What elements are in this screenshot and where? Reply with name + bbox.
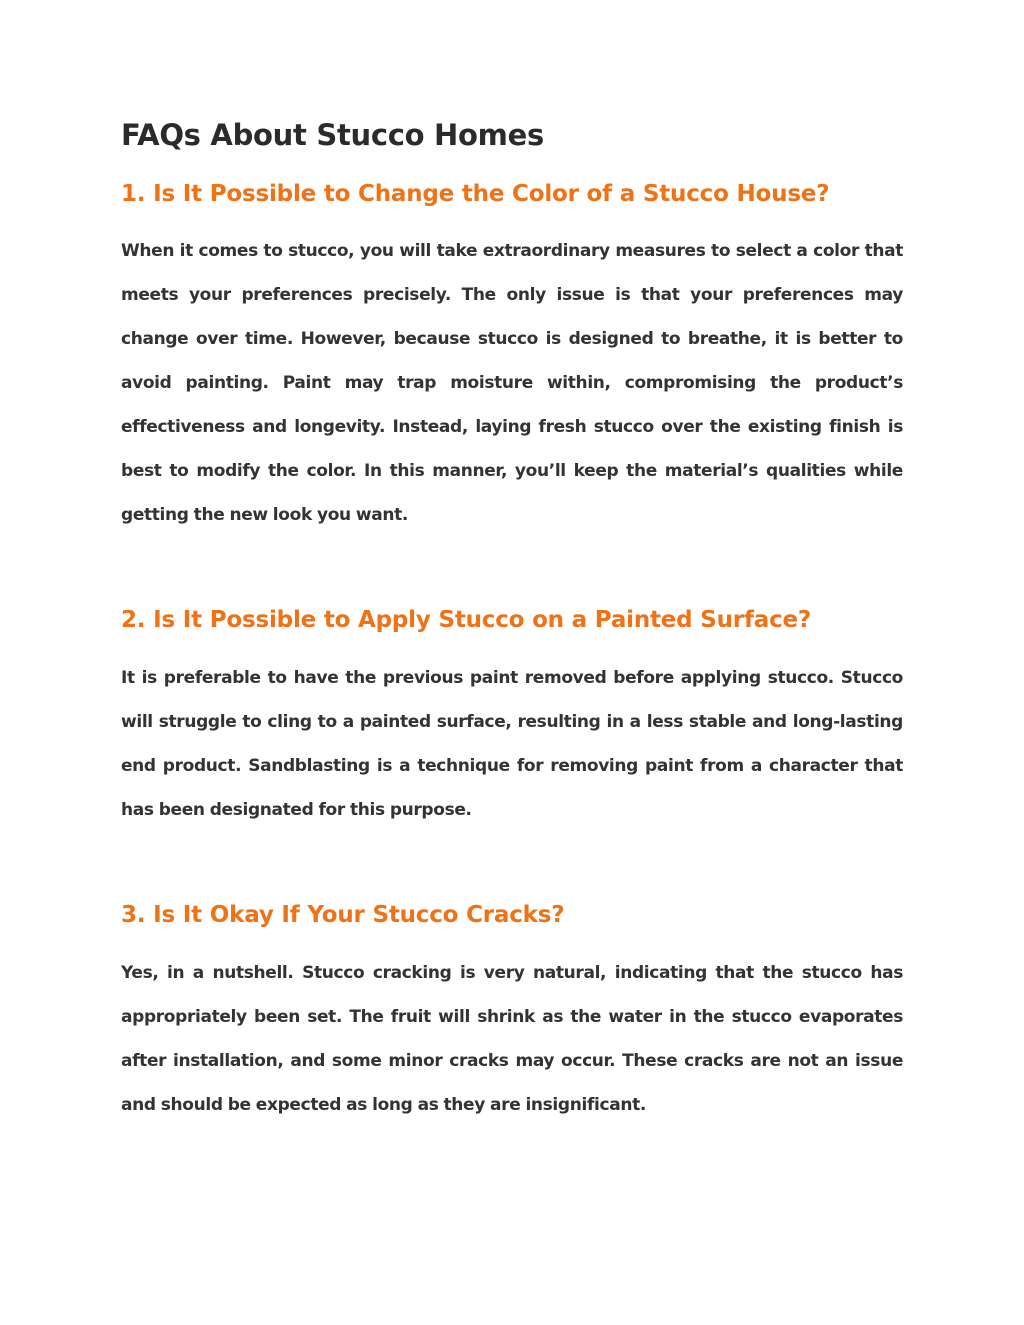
faq-question-3: 3. Is It Okay If Your Stucco Cracks?: [121, 902, 565, 928]
faq-question-1: 1. Is It Possible to Change the Color of a Stucco House?: [121, 181, 830, 207]
page-title: FAQs About Stucco Homes: [121, 118, 544, 152]
faq-answer-3: Yes, in a nutshell. Stucco cracking is very natural, indicating that the stucco has appropriately been set. The fruit will shrink as the water in the stucco evaporates after installation, and some minor cracks may occur. These cracks are not an issue and should be expected as long as they are insignificant.: [121, 963, 903, 1115]
faq-question-2: 2. Is It Possible to Apply Stucco on a Painted Surface?: [121, 607, 812, 633]
faq-answer-2: It is preferable to have the previous paint removed before applying stucco. Stucco will struggle to cling to a painted surface, resulting in a less stable and long-lasting end product. Sandblasting is a technique for removing paint from a character that has been designated for this purpose.: [121, 668, 903, 820]
faq-answer-1: When it comes to stucco, you will take extraordinary measures to select a color that meets your preferences precisely. The only issue is that your preferences may change over time. However, because stucco is designed to breathe, it is better to avoid painting. Paint may trap moisture within, compromising the product’s effectiveness and longevity. Instead, laying fresh stucco over the existing finish is best to modify the color. In this manner, you’ll keep the material’s qualities while getting the new look you want.: [121, 241, 903, 525]
